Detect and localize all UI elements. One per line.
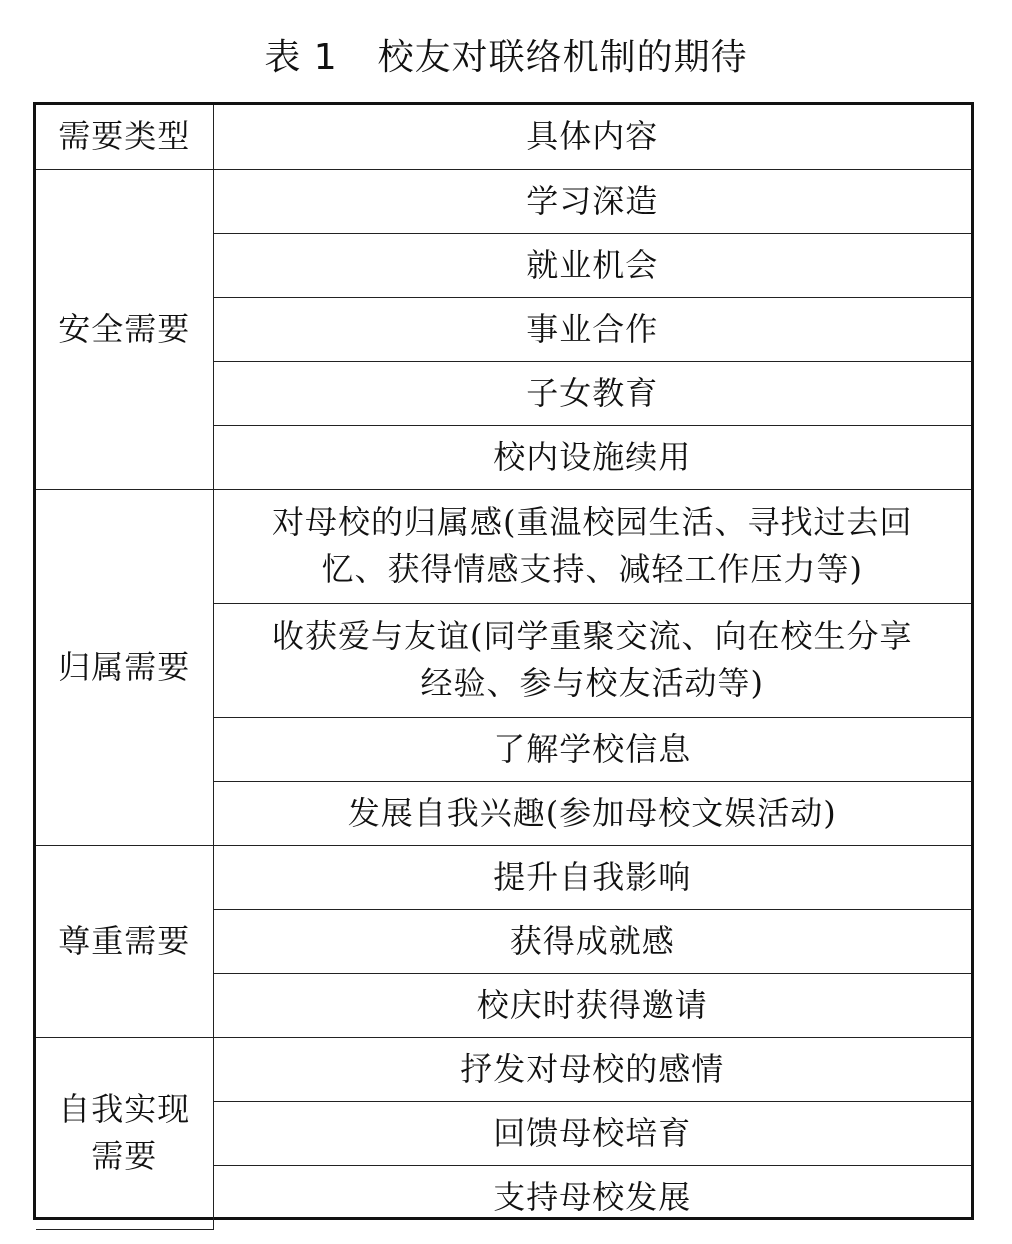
content-cell: 获得成就感 (213, 909, 971, 973)
table-row (36, 1037, 971, 1101)
content-cell: 学习深造 (213, 169, 971, 233)
content-cell: 校内设施续用 (213, 425, 971, 489)
type-label: 自我实现 (58, 1090, 191, 1128)
type-label: 尊重需要 (58, 921, 191, 960)
type-label: 安全需要 (58, 309, 191, 348)
expectation-table (36, 105, 971, 1230)
content-cell: 校庆时获得邀请 (213, 973, 971, 1037)
header-cell-type: 需要类型 (36, 105, 213, 169)
table-row (36, 169, 971, 233)
content-cell: 子女教育 (213, 361, 971, 425)
table-row (36, 489, 971, 603)
content-cell: 事业合作 (213, 297, 971, 361)
content-cell: 提升自我影响 (213, 845, 971, 909)
type-label: 需要 (91, 1137, 158, 1175)
content-cell: 回馈母校培育 (213, 1101, 971, 1165)
content-cell: 抒发对母校的感情 (213, 1037, 971, 1101)
content-cell (213, 489, 971, 603)
content-line: 忆、获得情感支持、减轻工作压力等) (321, 550, 863, 588)
table-number: 表 1 (264, 37, 338, 78)
type-label: 归属需要 (58, 647, 191, 686)
content-cell: 了解学校信息 (213, 717, 971, 781)
content-cell: 发展自我兴趣(参加母校文娱活动) (213, 781, 971, 845)
type-cell-esteem (36, 845, 213, 1037)
content-cell: 就业机会 (213, 233, 971, 297)
table-title (0, 30, 1012, 86)
table-frame (33, 102, 974, 1220)
type-cell-safety (36, 169, 213, 489)
content-line: 对母校的归属感(重温校园生活、寻找过去回 (272, 503, 913, 541)
header-cell-content: 具体内容 (213, 105, 971, 169)
content-cell: 支持母校发展 (213, 1165, 971, 1229)
header-row (36, 105, 971, 169)
content-cell (213, 603, 971, 717)
type-cell-belonging (36, 489, 213, 845)
content-line: 收获爱与友谊(同学重聚交流、向在校生分享 (272, 617, 913, 655)
type-cell-self-actualization (36, 1037, 213, 1229)
table-caption: 校友对联络机制的期待 (377, 37, 748, 78)
table-row (36, 845, 971, 909)
content-line: 经验、参与校友活动等) (420, 664, 764, 702)
